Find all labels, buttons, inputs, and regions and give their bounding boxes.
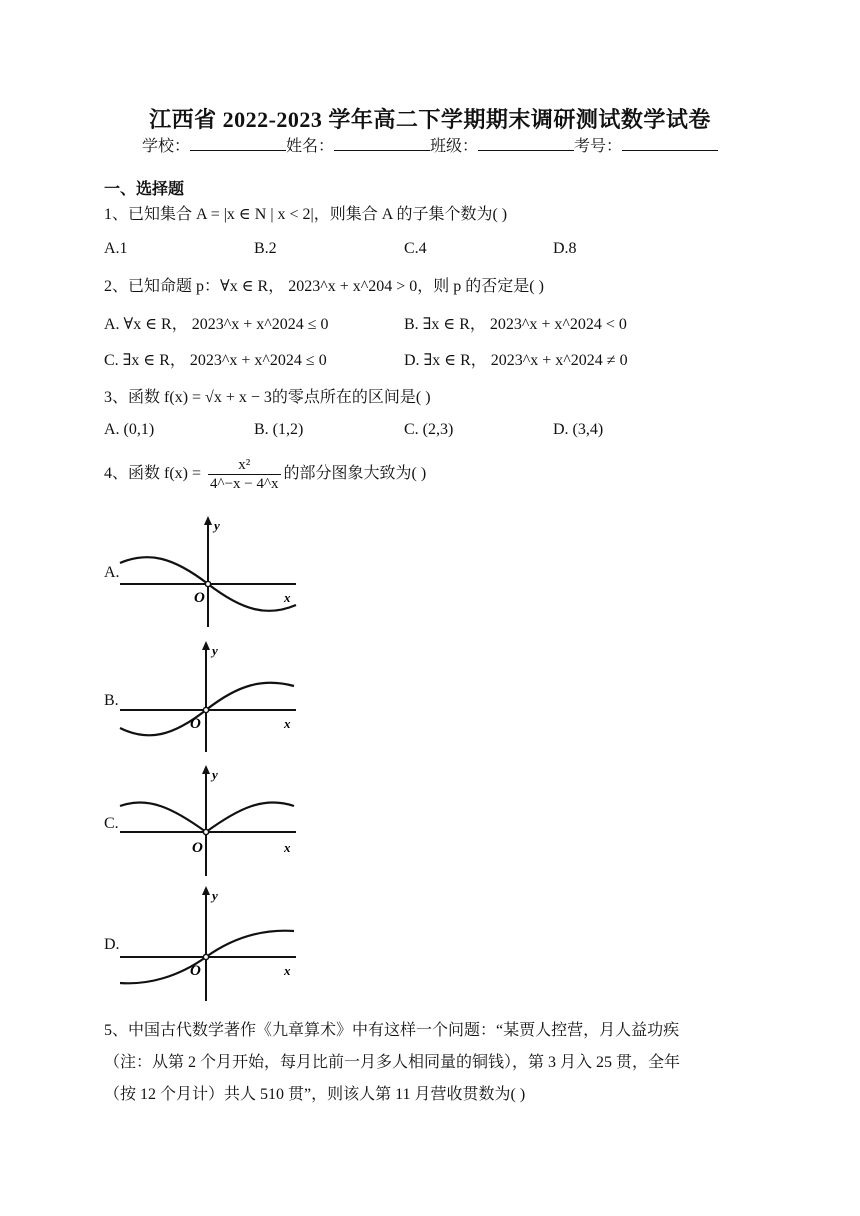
y-axis-arrow-icon bbox=[202, 765, 210, 774]
origin-label: O bbox=[190, 716, 201, 732]
question-number: 1、 bbox=[104, 206, 129, 223]
question-5-line-3: （按 12 个月计）共人 510 贯”，则该人第 11 月营收贯数为( ) bbox=[104, 1086, 526, 1103]
origin-point bbox=[203, 954, 208, 959]
graph-option-d bbox=[118, 885, 303, 1003]
class-blank bbox=[478, 136, 574, 151]
question-text: 已知命题 p： bbox=[128, 278, 221, 295]
question-text: 已知集合 bbox=[128, 206, 197, 223]
option-d: D. (3,4) bbox=[553, 421, 604, 438]
question-math: A = |x ∈ N | x < 2| bbox=[196, 206, 314, 223]
option-a: A.1 bbox=[104, 240, 128, 257]
option-b: B. ∃x ∈ R， 2023^x + x^2024 < 0 bbox=[404, 316, 627, 333]
graph-option-a bbox=[118, 515, 303, 630]
y-axis-label: y bbox=[212, 888, 218, 903]
graph-option-c bbox=[118, 764, 303, 879]
y-axis-label: y bbox=[212, 643, 218, 658]
exam-no-blank bbox=[622, 136, 718, 151]
option-d: D. ∃x ∈ R， 2023^x + x^2024 ≠ 0 bbox=[404, 352, 628, 369]
option-a: A. ∀x ∈ R， 2023^x + x^2024 ≤ 0 bbox=[104, 316, 329, 333]
question-1 bbox=[104, 201, 507, 224]
option-c: C.4 bbox=[404, 240, 427, 257]
question-text: 函数 f(x) = bbox=[128, 465, 206, 483]
origin-point bbox=[203, 707, 208, 712]
x-axis-label: x bbox=[284, 590, 291, 605]
question-5-line-1 bbox=[104, 1017, 679, 1040]
question-text: 函数 bbox=[128, 389, 165, 406]
student-info-line bbox=[0, 133, 860, 156]
origin-point bbox=[203, 829, 208, 834]
question-math: f(x) = √x + x − 3 bbox=[164, 389, 272, 406]
x-axis-label: x bbox=[284, 716, 291, 731]
question-3 bbox=[104, 384, 431, 407]
y-axis-arrow-icon bbox=[202, 641, 210, 650]
question-text: ，则 p 的否定是( ) bbox=[417, 278, 544, 295]
graph-option-d-label: D. bbox=[104, 936, 120, 953]
question-number: 2、 bbox=[104, 278, 129, 295]
fraction-numerator: x² bbox=[238, 457, 251, 473]
section-title: 一、选择题 bbox=[104, 181, 185, 198]
name-blank bbox=[334, 136, 430, 151]
question-number: 4、 bbox=[104, 465, 129, 483]
y-axis-arrow-icon bbox=[202, 886, 210, 895]
question-math: ∀x ∈ R， 2023^x + x^204 > 0 bbox=[220, 278, 418, 295]
option-c: C. (2,3) bbox=[404, 421, 454, 438]
origin-label: O bbox=[190, 963, 201, 979]
origin-label: O bbox=[192, 840, 203, 856]
fraction-denominator: 4^−x − 4^x bbox=[210, 476, 279, 492]
option-d: D.8 bbox=[553, 240, 577, 257]
graph-option-a-label: A. bbox=[104, 564, 120, 581]
option-b: B.2 bbox=[254, 240, 277, 257]
origin-label: O bbox=[194, 590, 205, 606]
x-axis-label: x bbox=[284, 840, 291, 855]
question-text: 中国古代数学著作《九章算术》中有这样一个问题：“某贾人控营，月人益功疾 bbox=[128, 1022, 680, 1039]
y-axis-arrow-icon bbox=[204, 516, 212, 525]
option-c: C. ∃x ∈ R， 2023^x + x^2024 ≤ 0 bbox=[104, 352, 327, 369]
exam-no-label: 考号： bbox=[574, 138, 623, 155]
question-text: ，则集合 A 的子集个数为( ) bbox=[313, 206, 508, 223]
option-a: A. (0,1) bbox=[104, 421, 155, 438]
exam-title: 江西省 2022-2023 学年高二下学期期末调研测试数学试卷 bbox=[149, 107, 711, 132]
question-text: 的部分图象大致为( ) bbox=[283, 465, 427, 483]
question-text: 的零点所在的区间是( ) bbox=[271, 389, 431, 406]
school-blank bbox=[190, 136, 286, 151]
question-4 bbox=[104, 456, 426, 493]
graph-option-c-label: C. bbox=[104, 815, 119, 832]
graph-option-b-label: B. bbox=[104, 692, 119, 709]
x-axis-label: x bbox=[284, 963, 291, 978]
fraction bbox=[208, 456, 281, 493]
y-axis-label: y bbox=[212, 767, 218, 782]
y-axis-label: y bbox=[214, 518, 220, 533]
school-label: 学校： bbox=[141, 138, 190, 155]
class-label: 班级： bbox=[430, 138, 479, 155]
question-2 bbox=[104, 273, 544, 296]
graph-option-b bbox=[118, 640, 303, 755]
question-5-line-2: （注：从第 2 个月开始，每月比前一月多人相同量的铜钱），第 3 月入 25 贯，全年 bbox=[104, 1054, 681, 1071]
origin-point bbox=[205, 581, 210, 586]
question-number: 3、 bbox=[104, 389, 129, 406]
option-b: B. (1,2) bbox=[254, 421, 304, 438]
question-number: 5、 bbox=[104, 1022, 129, 1039]
name-label: 姓名： bbox=[285, 138, 334, 155]
